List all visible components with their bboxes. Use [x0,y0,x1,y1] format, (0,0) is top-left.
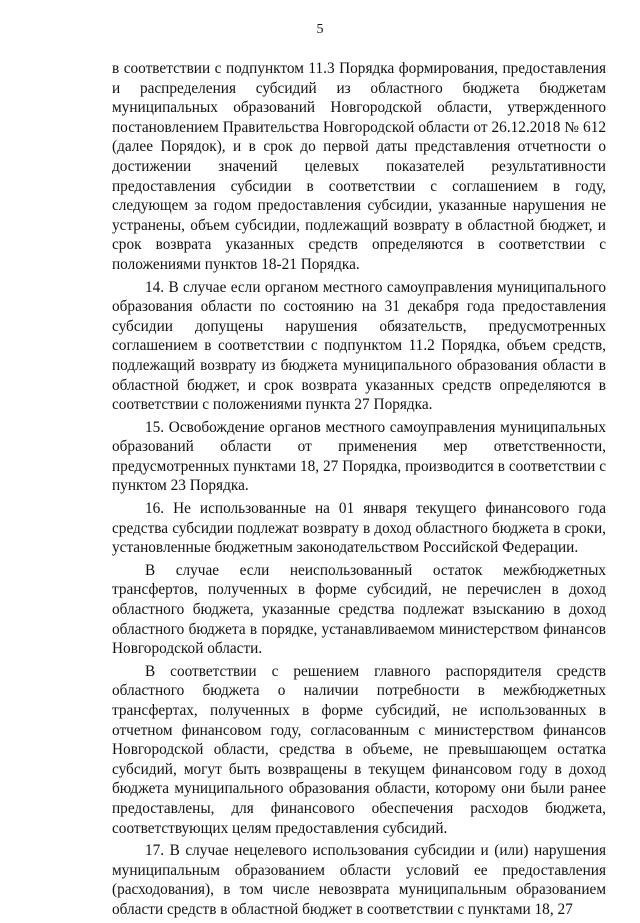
paragraph-continuation: в соответствии с подпунктом 11.3 Порядка формирования, предоставления и распределения субсидий из областного бюджета бюджетам муниципальных образований Новгородской области, утвержденного постановлением Правительства Новгородской области от 26.12.2018 № 612 (далее Порядок), и в срок до первой даты представления отчетности о достижении значений целевых показателей результативности предоставления субсидии в соответствии с соглашением в году, следующем за годом предоставления субсидии, указанные нарушения не устранены, объем субсидии, подлежащий возврату в областной бюджет, и срок возврата указанных средств определяются в соответствии с положениями пунктов 18-21 Порядка. [112,60,606,273]
document-body [112,59,606,923]
page-number: 5 [316,22,324,37]
paragraph-item-15: 15. Освобождение органов местного самоуправления муниципальных образований области от применения мер ответственности, предусмотренных пунктами 18, 27 Порядка, производится в соответствии с пунктом 23 Порядка. [112,418,606,495]
paragraph-return-decision: В соответствии с решением главного распорядителя средств областного бюджета о наличии потребности в межбюджетных трансфертах, полученных в форме субсидий, не использованных в отчетном финансовом году, согласованным с министерством финансов Новгородской области, средства в объеме, не превышающем остатка субсидий, могут быть возвращены в текущем финансовом году в доход бюджета муниципального образования области, которому они были ранее предоставлены, для финансового обеспечения расходов бюджета, соответствующих целям предоставления субсидий. [112,662,606,837]
paragraph-item-14: 14. В случае если органом местного самоуправления муниципального образования области по состоянию на 31 декабря года предоставления субсидии допущены нарушения обязательств, предусмотренных соглашением в соответствии с подпунктом 11.2 Порядка, объем средств, подлежащий возврату из бюджета муниципального образования области в областной бюджет, и срок возврата указанных средств определяются в соответствии с положениями пункта 27 Порядка. [112,278,606,414]
paragraph-item-17: 17. В случае нецелевого использования субсидии и (или) нарушения муниципальным образованием области условий ее предоставления (расходования), в том числе невозврата муниципальным образованием области средств в областной бюджет в соответствии с пунктами 18, 27 [112,842,606,918]
paragraph-item-16: 16. Не использованные на 01 января текущего финансового года средства субсидии подлежат возврату в доход областного бюджета в сроки, установленные бюджетным законодательством Российской Федерации. [112,500,606,557]
paragraph-unspent-balance: В случае если неиспользованный остаток межбюджетных трансфертов, полученных в форме субсидий, не перечислен в доход областного бюджета, указанные средства подлежат взысканию в доход областного бюджета в порядке, устанавливаемом министерством финансов Новгородской области. [112,561,606,658]
